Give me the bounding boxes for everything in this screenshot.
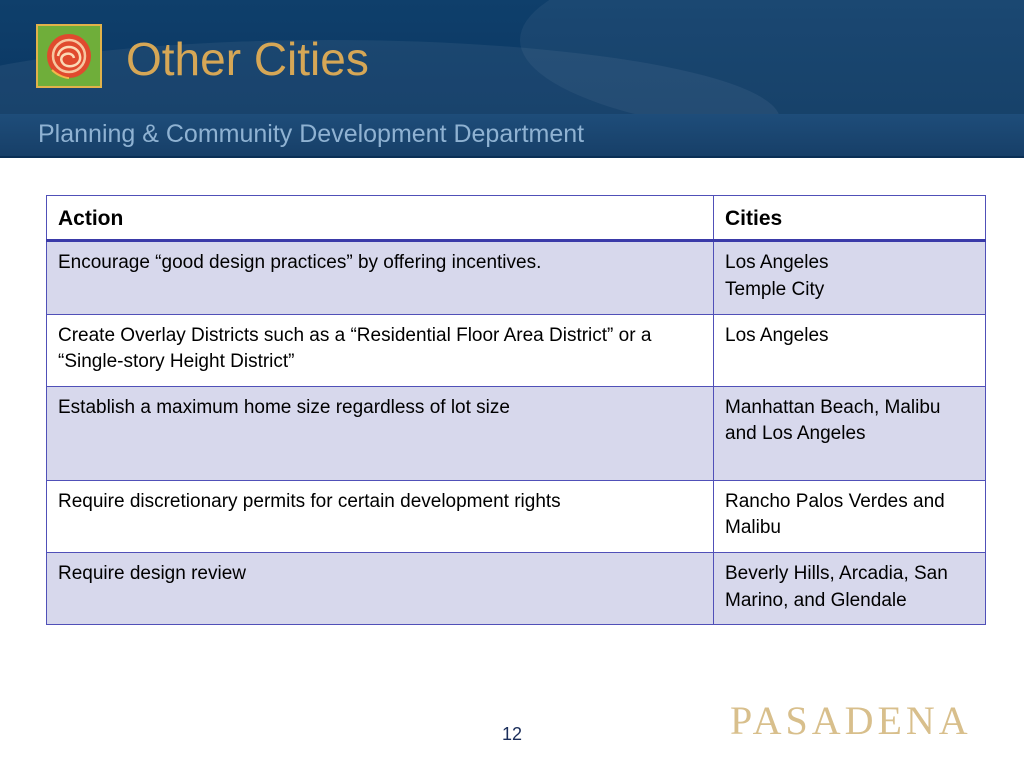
city-line: Beverly Hills, Arcadia, San Marino, and Glendale — [725, 562, 948, 611]
table-header-row — [47, 196, 986, 241]
city-line: Manhattan Beach, Malibu and Los Angeles — [725, 396, 941, 445]
cities-table — [46, 195, 986, 625]
action-cell: Require discretionary permits for certain development rights — [47, 480, 714, 552]
city-line: Temple City — [725, 278, 825, 300]
rose-logo-icon — [36, 24, 102, 88]
table-row — [47, 241, 986, 314]
action-cell: Require design review — [47, 552, 714, 624]
table-row — [47, 480, 986, 552]
cities-cell — [714, 386, 986, 480]
table-row — [47, 386, 986, 480]
page-title: Other Cities — [126, 33, 369, 85]
header-swoosh — [520, 0, 1024, 114]
city-line: Rancho Palos Verdes and Malibu — [725, 490, 945, 539]
table-row — [47, 314, 986, 386]
cities-cell — [714, 241, 986, 314]
pasadena-logo: PASADENA — [730, 698, 972, 743]
page-number: 12 — [501, 724, 523, 744]
action-column-header: Action — [47, 196, 714, 241]
cities-column-header: Cities — [714, 196, 986, 241]
cities-cell — [714, 480, 986, 552]
cities-cell — [714, 314, 986, 386]
city-line: Los Angeles — [725, 324, 829, 346]
action-cell: Create Overlay Districts such as a “Residential Floor Area District” or a “Single-story Height District” — [47, 314, 714, 386]
cities-cell — [714, 552, 986, 624]
department-subtitle: Planning & Community Development Department — [38, 120, 585, 148]
table-row — [47, 552, 986, 624]
city-line: Los Angeles — [725, 252, 829, 274]
action-cell: Establish a maximum home size regardless of lot size — [47, 386, 714, 480]
action-cell: Encourage “good design practices” by offering incentives. — [47, 241, 714, 314]
